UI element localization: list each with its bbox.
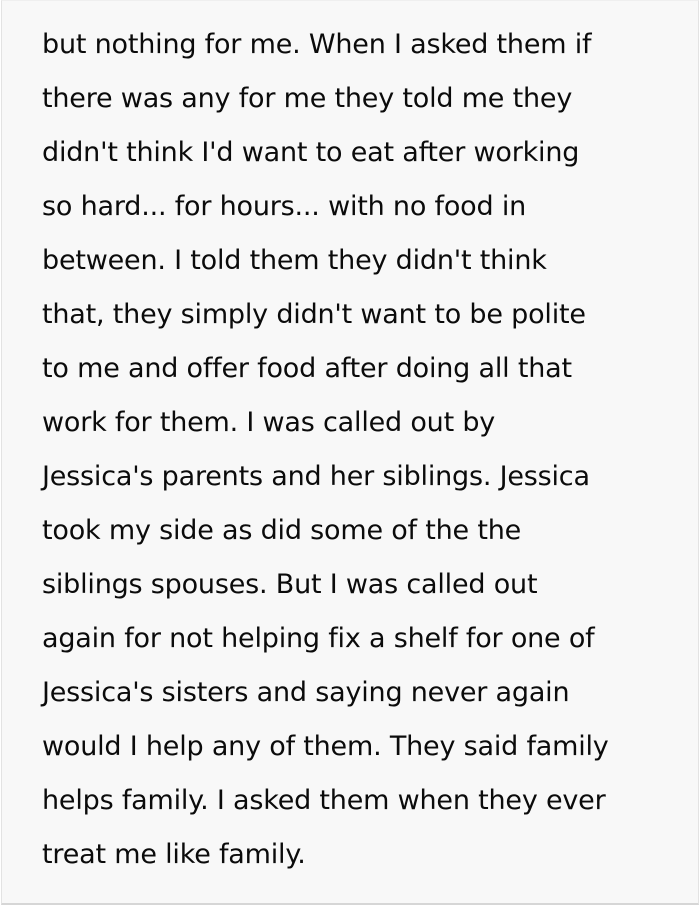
text-line: didn't think I'd want to eat after working <box>42 137 580 168</box>
text-line: so hard... for hours... with no food in <box>42 191 527 222</box>
story-paragraph <box>42 18 678 882</box>
text-line: would I help any of them. They said family <box>42 731 609 762</box>
text-line: helps family. I asked them when they ever <box>42 785 606 816</box>
text-line: took my side as did some of the the <box>42 515 522 546</box>
text-line: Jessica's parents and her siblings. Jessica <box>42 461 590 492</box>
text-line: work for them. I was called out by <box>42 407 496 438</box>
text-line: to me and offer food after doing all that <box>42 353 572 384</box>
text-line: but nothing for me. When I asked them if <box>42 29 592 60</box>
text-line: between. I told them they didn't think <box>42 245 547 276</box>
text-line: there was any for me they told me they <box>42 83 573 114</box>
text-line: siblings spouses. But I was called out <box>42 569 538 600</box>
text-line: that, they simply didn't want to be polite <box>42 299 586 330</box>
text-line: Jessica's sisters and saying never again <box>42 677 570 708</box>
story-text-card <box>1 0 699 905</box>
text-line: treat me like family. <box>42 839 306 870</box>
text-line: again for not helping fix a shelf for one of <box>42 623 595 654</box>
